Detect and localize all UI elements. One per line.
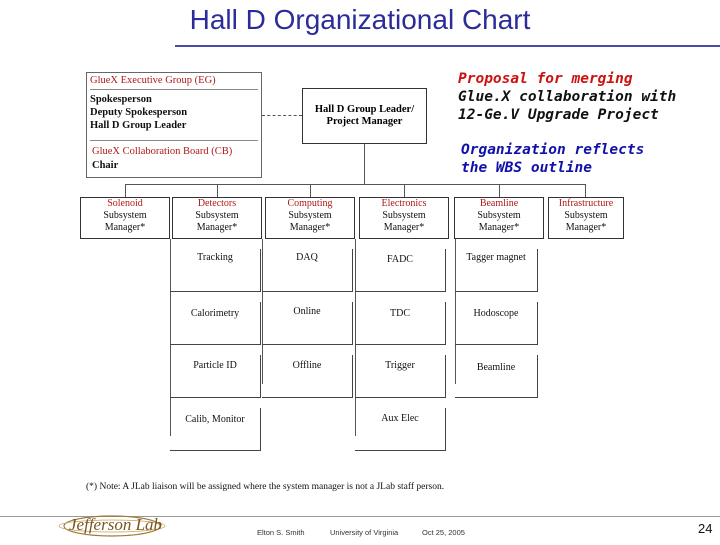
title-divider xyxy=(175,45,720,47)
computing-item-online: Online xyxy=(293,306,321,317)
subsystem-name: Computing xyxy=(287,198,333,209)
subsystem-manager: Manager* xyxy=(289,222,331,233)
subsystem-computing xyxy=(265,197,355,239)
page-title: Hall D Organizational Chart xyxy=(189,4,531,35)
subsystem-name: Solenoid xyxy=(107,198,143,209)
detectors-item-calib-monitor: Calib, Monitor xyxy=(185,414,245,425)
beamline-item-box xyxy=(455,302,538,345)
subsystem-manager: Manager* xyxy=(565,222,607,233)
electronics-item-fadc: FADC xyxy=(387,254,413,265)
subsystem-role: Subsystem xyxy=(195,210,239,221)
computing-item-box xyxy=(262,355,353,398)
computing-item-offline: Offline xyxy=(292,360,322,371)
electronics-item-aux-elec: Aux Elec xyxy=(381,413,419,424)
drop-computing xyxy=(310,184,311,197)
detectors-item-box xyxy=(170,249,261,292)
detectors-item-calorimetry: Calorimetry xyxy=(190,308,240,319)
subsystem-beamline xyxy=(454,197,544,239)
computing-item-daq: DAQ xyxy=(296,252,318,263)
collab-board-chair: Chair xyxy=(92,160,119,171)
exec-member-spokesperson: Spokesperson xyxy=(90,94,152,105)
exec-divider xyxy=(90,89,258,90)
subsystem-role: Subsystem xyxy=(477,210,521,221)
subsystem-role: Subsystem xyxy=(382,210,426,221)
subsystem-bus-line xyxy=(125,184,585,185)
subsystem-name: Detectors xyxy=(197,198,237,209)
electronics-item-box xyxy=(355,249,446,292)
drop-electronics xyxy=(404,184,405,197)
subsystem-solenoid xyxy=(80,197,170,239)
electronics-item-tdc: TDC xyxy=(390,308,410,319)
exec-member-group-leader: Hall D Group Leader xyxy=(90,120,187,131)
footer-affiliation: University of Virginia xyxy=(330,528,399,537)
footer-date: Oct 25, 2005 xyxy=(422,528,465,537)
proposal-line-1: Proposal for merging xyxy=(458,71,633,87)
subsystem-manager: Manager* xyxy=(478,222,520,233)
subsystem-electronics xyxy=(359,197,449,239)
detectors-item-particle-id: Particle ID xyxy=(193,360,237,371)
proposal-line-2: Glue.X collaboration with xyxy=(458,89,677,105)
board-divider xyxy=(90,140,258,141)
leader-trunk-line xyxy=(364,144,365,184)
page-number: 24 xyxy=(698,521,713,536)
jefferson-lab-logo xyxy=(55,510,170,540)
proposal-line-3: 12-Ge.V Upgrade Project xyxy=(458,107,659,123)
computing-item-box xyxy=(262,302,353,345)
exec-leader-connector xyxy=(262,115,302,116)
executive-group-heading: GlueX Executive Group (EG) xyxy=(90,75,216,86)
subsystem-role: Subsystem xyxy=(288,210,332,221)
drop-solenoid xyxy=(125,184,126,197)
liaison-footnote: (*) Note: A JLab liaison will be assigned where the system manager is not a JLab staff person. xyxy=(86,482,445,492)
wbs-line-1: Organization reflects xyxy=(461,142,645,158)
exec-member-deputy: Deputy Spokesperson xyxy=(90,107,188,118)
subsystem-name: Electronics xyxy=(381,198,427,209)
footer-author: Elton S. Smith xyxy=(257,528,305,537)
beamline-item-beamline: Beamline xyxy=(476,362,516,373)
subsystem-name: Beamline xyxy=(479,198,519,209)
subsystem-detectors xyxy=(172,197,262,239)
drop-infrastructure xyxy=(585,184,586,197)
drop-detectors xyxy=(217,184,218,197)
group-leader-title: Hall D Group Leader/ xyxy=(314,104,415,115)
subsystem-name: Infrastructure xyxy=(558,198,614,209)
project-manager-title: Project Manager xyxy=(326,116,403,127)
detectors-item-box xyxy=(170,355,261,398)
beamline-item-box xyxy=(455,355,538,398)
detectors-item-box xyxy=(170,302,261,345)
subsystem-manager: Manager* xyxy=(104,222,146,233)
subsystem-role: Subsystem xyxy=(103,210,147,221)
computing-item-box xyxy=(262,249,353,292)
detectors-item-box xyxy=(170,408,261,451)
electronics-item-box xyxy=(355,408,446,451)
electronics-item-trigger: Trigger xyxy=(385,360,415,371)
subsystem-role: Subsystem xyxy=(564,210,608,221)
subsystem-manager: Manager* xyxy=(383,222,425,233)
group-leader-box xyxy=(302,88,427,144)
drop-beamline xyxy=(499,184,500,197)
electronics-item-box xyxy=(355,355,446,398)
collab-board-heading: GlueX Collaboration Board (CB) xyxy=(92,146,233,157)
beamline-item-box xyxy=(455,249,538,292)
subsystem-manager: Manager* xyxy=(196,222,238,233)
beamline-item-hodoscope: Hodoscope xyxy=(473,308,519,319)
subsystem-infrastructure xyxy=(548,197,624,239)
beamline-item-tagger-magnet: Tagger magnet xyxy=(466,252,526,263)
wbs-line-2: the WBS outline xyxy=(461,160,592,176)
electronics-item-box xyxy=(355,302,446,345)
detectors-item-tracking: Tracking xyxy=(197,252,233,263)
logo-text: Jefferson Lab xyxy=(69,515,163,534)
